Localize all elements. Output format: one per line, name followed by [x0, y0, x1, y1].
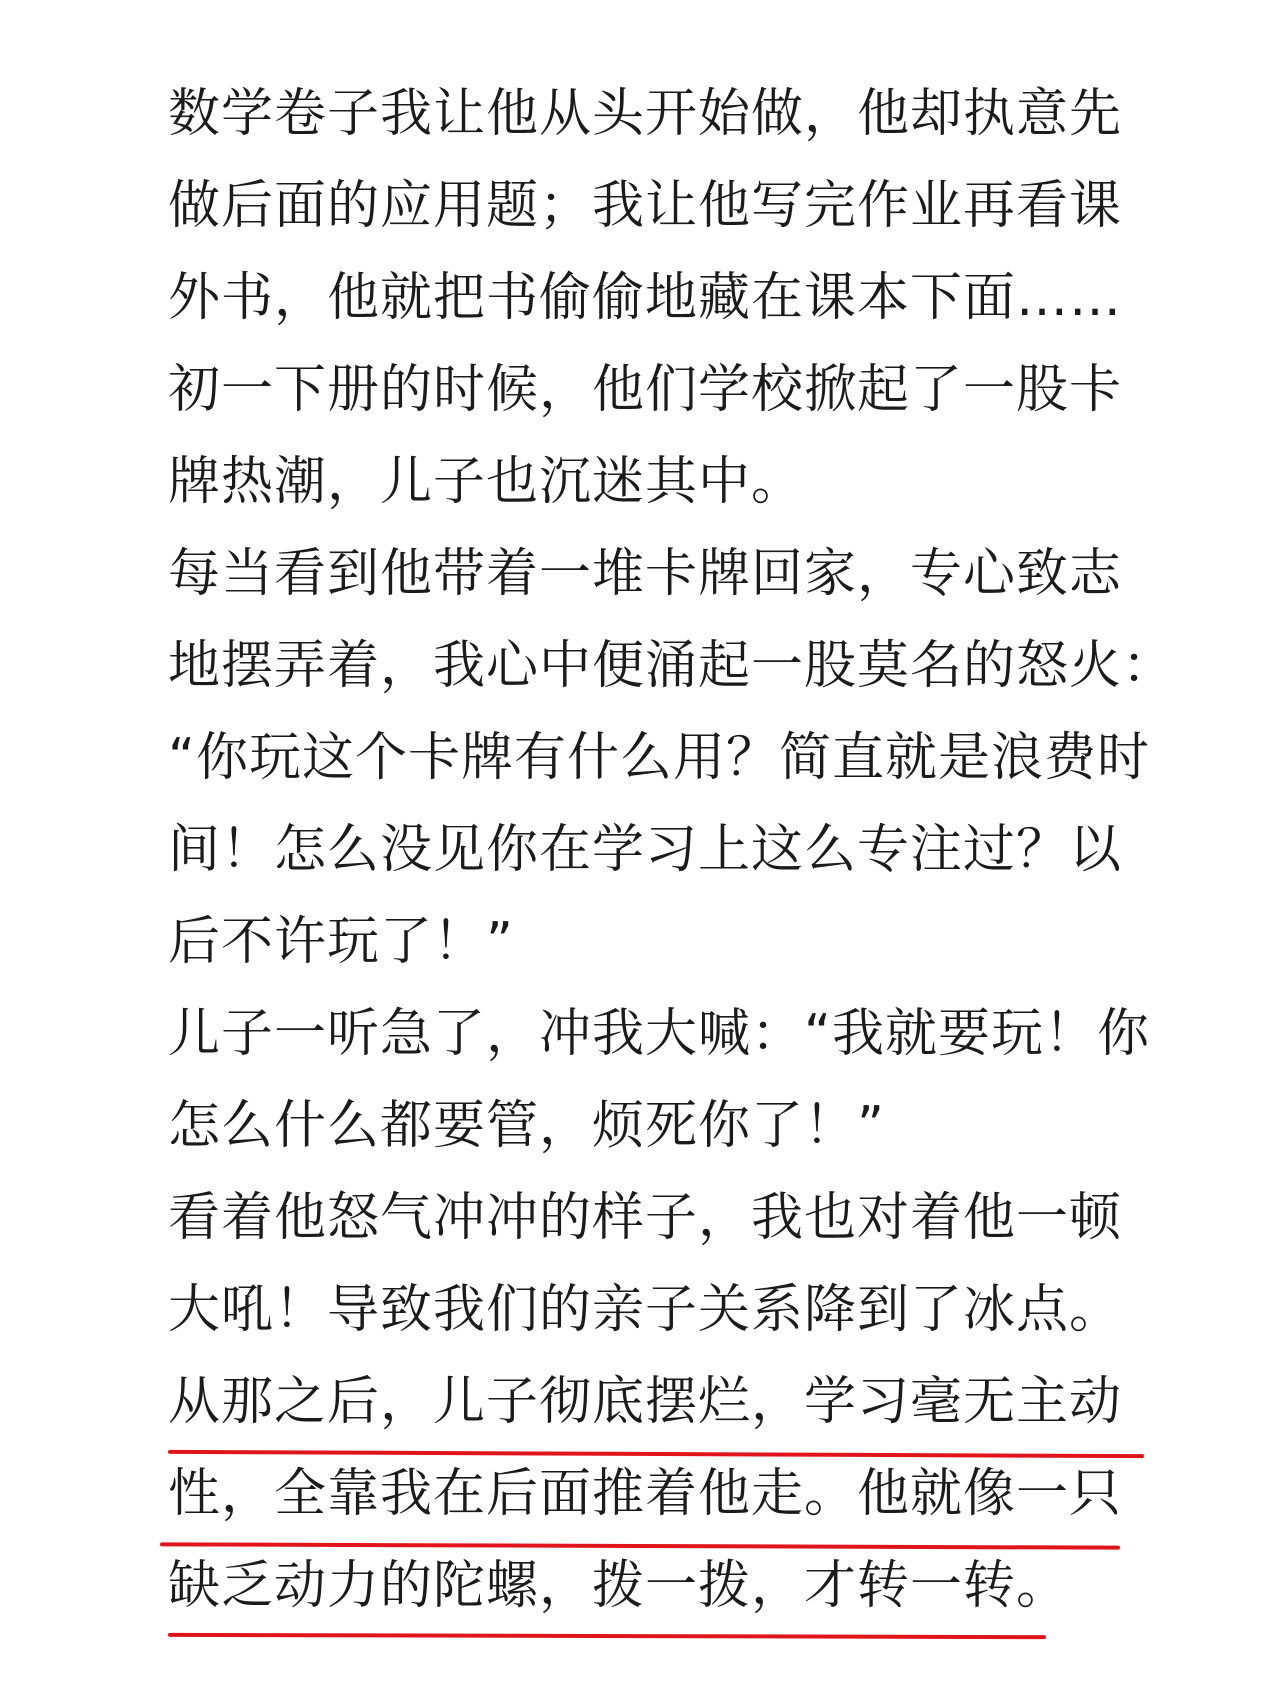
red-underline: [168, 1450, 1144, 1458]
red-underline: [160, 1542, 1120, 1549]
paragraph-line: 地摆弄着，我心中便涌起一股莫名的怒火：: [168, 636, 1176, 696]
paragraph-line: 后不许玩了！”: [168, 912, 514, 972]
paragraph-line: 数学卷子我让他从头开始做，他却执意先: [168, 84, 1123, 144]
paragraph-line: 怎么什么都要管，烦死你了！”: [168, 1096, 885, 1156]
paragraph-line: 初一下册的时候，他们学校掀起了一股卡: [168, 360, 1123, 420]
highlighted-line: 缺乏动力的陀螺，拨一拨，才转一转。: [168, 1556, 1070, 1616]
paragraph-line: 每当看到他带着一堆卡牌回家，专心致志: [168, 544, 1123, 604]
paragraph-line: 大吼！导致我们的亲子关系降到了冰点。: [168, 1280, 1123, 1340]
highlighted-line: 性，全靠我在后面推着他走。他就像一只: [168, 1464, 1123, 1524]
paragraph-line: 儿子一听急了，冲我大喊：“我就要玩！你: [168, 1004, 1150, 1064]
paragraph-line: “你玩这个卡牌有什么用？简直就是浪费时: [168, 728, 1150, 788]
highlighted-line: 从那之后，儿子彻底摆烂，学习毫无主动: [168, 1372, 1123, 1432]
red-underline: [168, 1633, 1046, 1639]
paragraph-line: 外书，他就把书偷偷地藏在课本下面……: [168, 268, 1123, 328]
paragraph-line: 间！怎么没见你在学习上这么专注过？以: [168, 820, 1123, 880]
paragraph-line: 牌热潮，儿子也沉迷其中。: [168, 452, 805, 512]
paragraph-line: 看着他怒气冲冲的样子，我也对着他一顿: [168, 1188, 1123, 1248]
paragraph-line: 做后面的应用题；我让他写完作业再看课: [168, 176, 1123, 236]
